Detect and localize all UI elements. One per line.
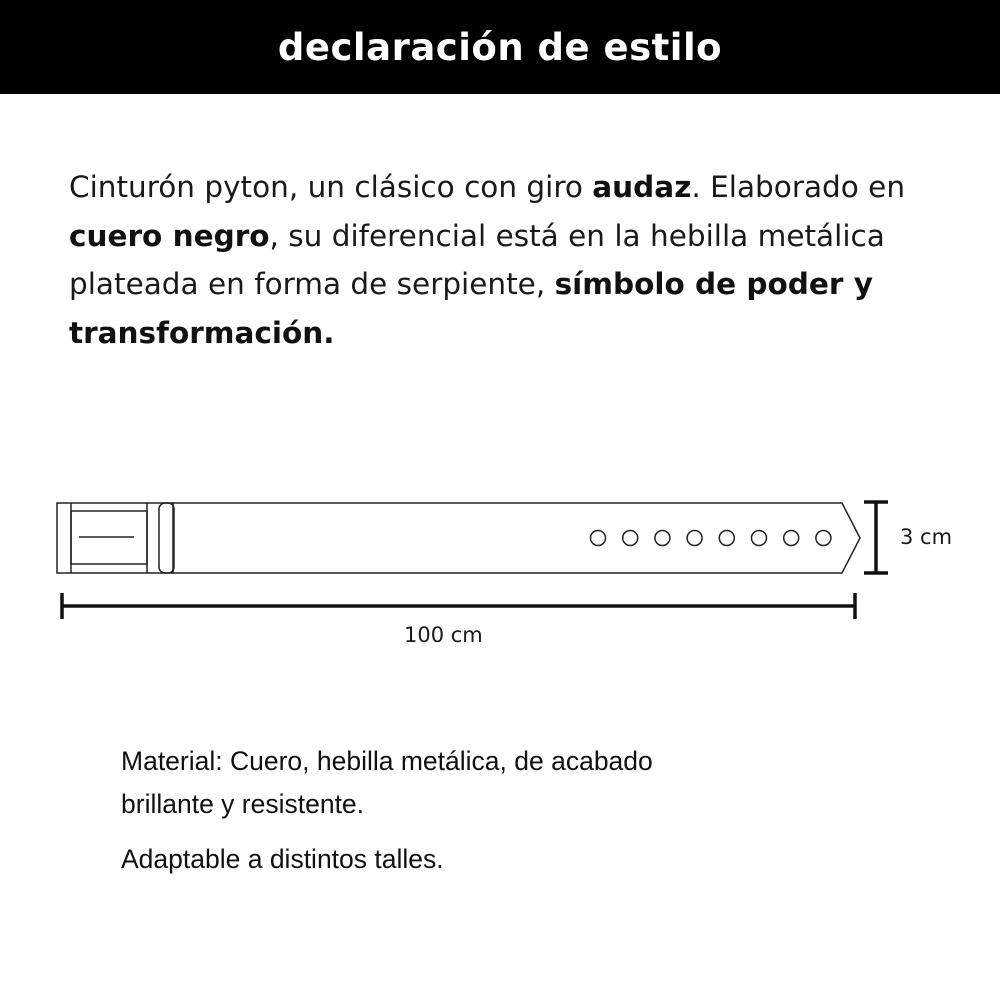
length-label: 100 cm bbox=[404, 623, 483, 647]
description-text: . Elaborado en bbox=[691, 170, 906, 204]
belt-hole bbox=[784, 531, 799, 546]
belt-strap bbox=[172, 503, 860, 573]
description-emphasis: símbolo de poder y transformación. bbox=[69, 267, 873, 350]
description-text: , su diferencial está en la hebilla metálica plateada en forma de serpiente, bbox=[69, 218, 885, 301]
belt-loop bbox=[159, 503, 174, 573]
buckle-frame bbox=[57, 503, 173, 573]
belt-hole bbox=[752, 531, 767, 546]
header-bar bbox=[0, 0, 1000, 94]
belt-hole bbox=[623, 531, 638, 546]
belt-hole bbox=[719, 531, 734, 546]
belt-hole bbox=[655, 531, 670, 546]
belt-holes bbox=[591, 531, 831, 546]
sizing-spec: Adaptable a distintos talles. bbox=[121, 844, 444, 874]
specs-section bbox=[121, 740, 721, 876]
description-text: Cinturón pyton, un clásico con giro bbox=[69, 170, 593, 204]
product-description bbox=[69, 163, 949, 357]
description-emphasis: audaz bbox=[592, 170, 692, 204]
page-title: declaración de estilo bbox=[277, 25, 723, 69]
belt-hole bbox=[687, 531, 702, 546]
belt-hole bbox=[816, 531, 831, 546]
width-label: 3 cm bbox=[900, 525, 953, 549]
description-emphasis: cuero negro bbox=[69, 218, 270, 253]
material-spec: Material: Cuero, hebilla metálica, de acabado brillante y resistente. bbox=[121, 746, 653, 819]
belt-diagram bbox=[0, 480, 1000, 670]
belt-hole bbox=[591, 531, 606, 546]
